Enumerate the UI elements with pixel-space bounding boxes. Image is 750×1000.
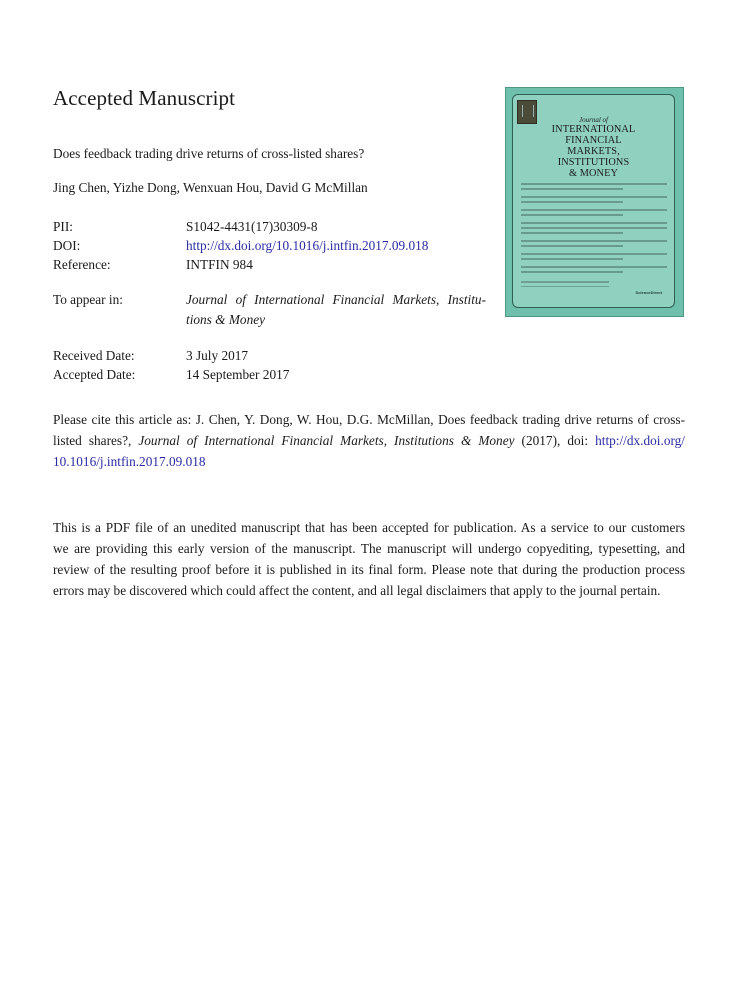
citation-paragraph <box>53 409 685 472</box>
notice-line-2: we are providing this early version of the manuscript. The manuscript will undergo copyediting, typesetting, and <box>53 541 685 556</box>
appear-label: To appear in: <box>53 292 123 307</box>
page-heading: Accepted Manuscript <box>53 86 236 110</box>
notice-line-1: This is a PDF file of an unedited manuscript that has been accepted for publication. As a service to our customers <box>53 520 685 535</box>
authors: Jing Chen, Yizhe Dong, Wenxuan Hou, David G McMillan <box>53 180 368 195</box>
pii-label: PII: <box>53 219 73 234</box>
doi-link[interactable]: http://dx.doi.org/10.1016/j.intfin.2017.09.018 <box>186 238 429 253</box>
pii-value: S1042-4431(17)30309-8 <box>186 219 318 234</box>
manuscript-notice <box>53 517 685 601</box>
journal-cover-image <box>505 87 684 317</box>
cover-name-line-1: INTERNATIONAL <box>551 124 636 135</box>
citation-doi-link-cont[interactable]: 10.1016/j.intfin.2017.09.018 <box>53 454 206 469</box>
cover-name-line-5: & MONEY <box>568 168 619 179</box>
citation-text: listed shares?, <box>53 433 139 448</box>
citation-line-2 <box>53 430 685 451</box>
citation-journal: Journal of International Financial Markets, Institutions & Money <box>138 433 515 448</box>
accepted-value: 14 September 2017 <box>186 367 290 382</box>
cover-journal-of: Journal of <box>579 116 608 124</box>
cover-frame <box>512 94 675 308</box>
appear-line-1: Journal of International Financial Markets, Institu- <box>186 292 486 307</box>
citation-year: (2017), doi: <box>514 433 596 448</box>
reference-value: INTFIN 984 <box>186 257 253 272</box>
citation-doi-link[interactable]: http://dx.doi.org/ <box>595 433 685 448</box>
article-title: Does feedback trading drive returns of cross-listed shares? <box>53 146 365 161</box>
citation-line-3 <box>53 451 685 472</box>
appear-line-2: tions & Money <box>186 312 266 327</box>
reference-label: Reference: <box>53 257 111 272</box>
received-value: 3 July 2017 <box>186 348 249 363</box>
received-label: Received Date: <box>53 348 135 363</box>
citation-line-1: Please cite this article as: J. Chen, Y. Dong, W. Hou, D.G. McMillan, Does feedback trading drive returns of cross- <box>53 412 685 427</box>
notice-line-4: errors may be discovered which could affect the content, and all legal disclaimers that apply to the journal pertain. <box>53 583 661 598</box>
cover-name-line-3: MARKETS, <box>567 146 620 157</box>
cover-sciencedirect-logo: ScienceDirect <box>635 290 662 295</box>
doi-label: DOI: <box>53 238 81 253</box>
cover-contents-lines <box>521 183 667 276</box>
accepted-label: Accepted Date: <box>53 367 136 382</box>
cover-name-line-2: FINANCIAL <box>565 135 622 146</box>
notice-line-3: review of the resulting proof before it is published in its final form. Please note that during the production process <box>53 562 685 577</box>
appear-value <box>186 290 486 330</box>
cover-name-line-4: INSTITUTIONS <box>557 157 630 168</box>
cover-journal-name <box>513 124 674 179</box>
